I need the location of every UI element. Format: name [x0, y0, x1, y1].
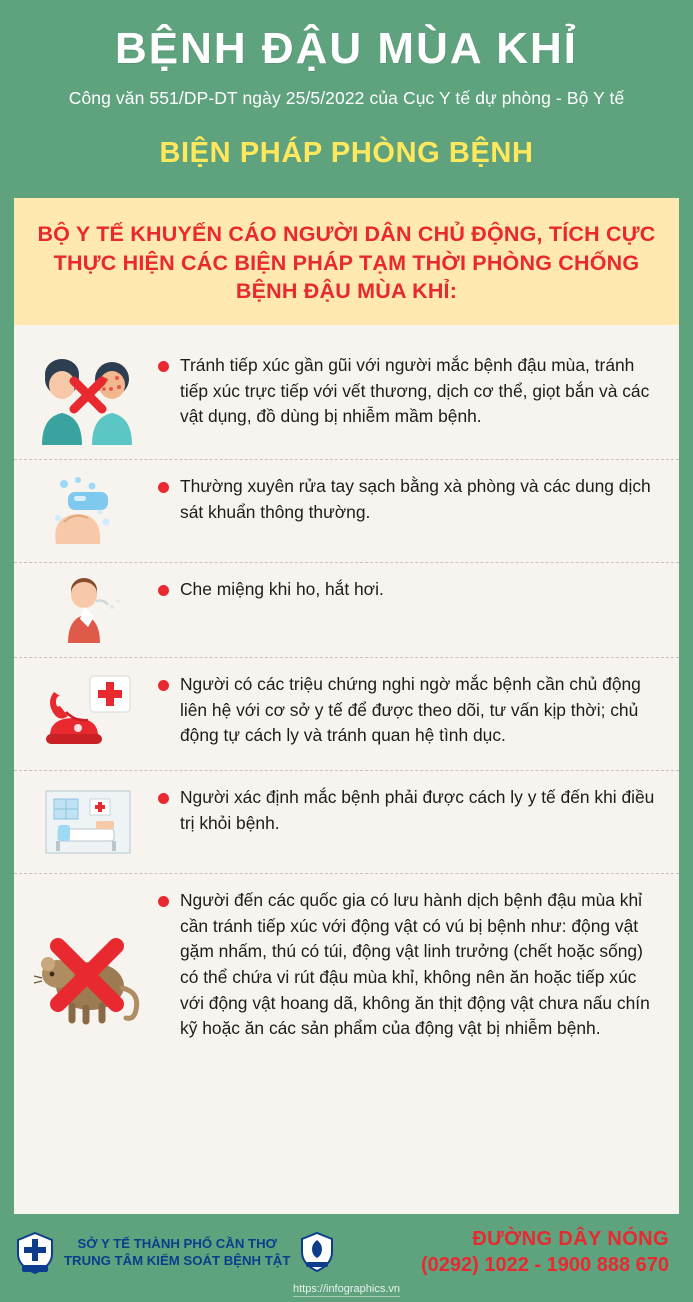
hotline-label: ĐƯỜNG DÂY NÓNG	[472, 1228, 669, 1250]
list-item	[14, 563, 679, 658]
hand-washing-soap-icon	[22, 474, 154, 548]
list-item-text: Người xác định mắc bệnh phải được cách ly y tế đến khi điều trị khỏi bệnh.	[180, 787, 655, 833]
org-name	[64, 1236, 290, 1269]
list-item	[14, 658, 679, 771]
list-item-content	[154, 353, 663, 430]
bullet-icon	[158, 585, 169, 596]
org-line-1: SỞ Y TẾ THÀNH PHỐ CẦN THƠ	[77, 1236, 277, 1251]
list-item-content	[154, 888, 663, 1041]
list-item-text: Người có các triệu chứng nghi ngờ mắc bệnh cần chủ động liên hệ với cơ sở y tế để được theo dõi, tư vấn kịp thời; chủ động tự cách ly và tránh quan hệ tình dục.	[180, 674, 641, 746]
header-subtitle: Công văn 551/DP-DT ngày 25/5/2022 của Cục Y tế dự phòng - Bộ Y tế	[68, 88, 625, 109]
list-item	[14, 460, 679, 563]
list-item-text: Che miệng khi ho, hắt hơi.	[180, 579, 384, 600]
section-title: BIỆN PHÁP PHÒNG BỆNH	[159, 137, 534, 170]
footer	[0, 1214, 693, 1283]
callout-banner	[14, 198, 679, 325]
bullet-icon	[158, 482, 169, 493]
bullet-icon	[158, 680, 169, 691]
org-line-2: TRUNG TÂM KIỂM SOÁT BỆNH TẬT	[64, 1252, 291, 1268]
list-item-text: Người đến các quốc gia có lưu hành dịch bệnh đậu mùa khỉ cần tránh tiếp xúc với động vật có vú bị bệnh như: động vật gặm nhấm, thú có túi, động vật linh trưởng (chết hoặc sống) có thể chứa vi rút đậu mùa khỉ, không nên ăn hoặc tiếp xúc với động vật hoang dã, không ăn thịt động vật chưa nấu chín kỹ hoặc ăn các sản phẩm của động vật bị nhiễm bệnh.	[180, 890, 650, 1039]
list-item-content	[154, 577, 663, 603]
source-site[interactable]	[0, 1283, 693, 1302]
cover-mouth-cough-icon	[22, 577, 154, 643]
cdc-logo-icon	[14, 1231, 56, 1275]
list-item-text: Thường xuyên rửa tay sạch bằng xà phòng và các dung dịch sát khuẩn thông thường.	[180, 476, 651, 522]
bullet-icon	[158, 896, 169, 907]
footer-org	[14, 1231, 336, 1275]
telephone-medical-cross-icon	[22, 672, 154, 756]
recommendation-list	[14, 325, 679, 1214]
list-item	[14, 874, 679, 1055]
list-item-text: Tránh tiếp xúc gần gũi với người mắc bệnh đậu mùa, tránh tiếp xúc trực tiếp với vết thương, dịch cơ thể, giọt bắn và các vật dụng, đồ dùng bị nhiễm mầm bệnh.	[180, 355, 650, 427]
hotline-number[interactable]: (0292) 1022 - 1900 888 670	[421, 1254, 669, 1276]
bullet-icon	[158, 361, 169, 372]
list-item-content	[154, 474, 663, 525]
list-item	[14, 339, 679, 460]
bullet-icon	[158, 793, 169, 804]
list-item	[14, 771, 679, 874]
hospital-isolation-room-icon	[22, 785, 154, 859]
header	[0, 0, 693, 198]
hotline-block	[421, 1228, 679, 1277]
list-item-content	[154, 672, 663, 749]
page-title: BỆNH ĐẬU MÙA KHỈ	[114, 24, 579, 73]
callout-text: BỘ Y TẾ KHUYẾN CÁO NGƯỜI DÂN CHỦ ĐỘNG, TÍCH CỰC THỰC HIỆN CÁC BIỆN PHÁP TẠM THỜI PHÒNG CHỐNG BỆNH ĐẬU MÙA KHỈ:	[37, 222, 656, 303]
two-people-no-contact-icon	[22, 353, 154, 445]
source-site-text: https://infographics.vn	[292, 1283, 400, 1295]
list-item-content	[154, 785, 663, 836]
rodent-no-contact-icon	[22, 902, 154, 1028]
ministry-health-logo-icon	[298, 1231, 336, 1275]
